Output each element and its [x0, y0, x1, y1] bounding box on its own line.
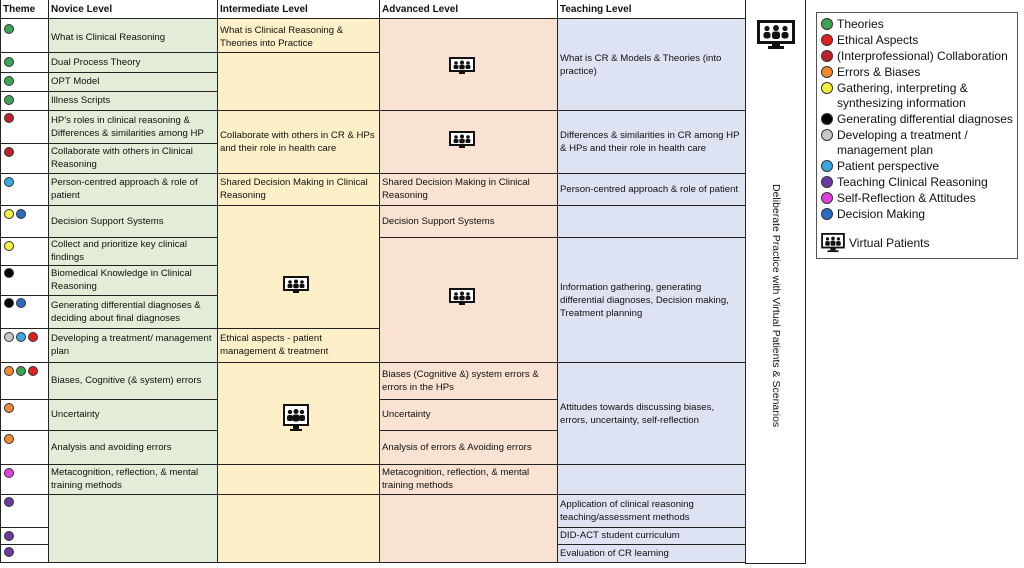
theme-dots: [4, 95, 16, 105]
virtual-patients-icon: [283, 276, 309, 294]
theme-dots: [4, 113, 16, 123]
advanced-cell: Analysis of errors & Avoiding errors: [382, 441, 532, 453]
errors-biases-dot: [4, 434, 14, 444]
theme-dots: [4, 497, 16, 507]
virtual-patients-icon: [283, 404, 309, 432]
novice-cell: Analysis and avoiding errors: [51, 441, 172, 453]
intermediate-cell: Collaborate with others in CR & HPs and their role in health care: [220, 130, 375, 154]
theme-dots: [4, 547, 16, 557]
legend-label: Developing a treatment / management plan: [837, 128, 968, 157]
patient-perspective-dot: [821, 160, 833, 172]
ethical-aspects-dot: [28, 332, 38, 342]
errors-biases-dot: [4, 366, 14, 376]
virtual-patients-icon: [449, 131, 475, 149]
collaboration-dot: [4, 147, 14, 157]
theories-dot: [4, 57, 14, 67]
novice-cell: Collaborate with others in Clinical Reasoning: [51, 146, 193, 170]
theme-dots: [4, 403, 16, 413]
theme-dots: [4, 366, 40, 376]
legend-item: [821, 17, 884, 32]
novice-cell: Generating differential diagnoses & deciding about final diagnoses: [51, 299, 201, 324]
theories-dot: [4, 24, 14, 34]
teaching-cr-dot: [4, 497, 14, 507]
self-reflection-dot: [821, 192, 833, 204]
legend-item: [821, 81, 1013, 111]
legend-label: Gathering, interpreting & synthesizing information: [837, 81, 968, 110]
patient-perspective-dot: [4, 177, 14, 187]
legend-label: Self-Reflection & Attitudes: [837, 191, 976, 205]
virtual-patients-icon: [449, 288, 475, 306]
novice-cell: Metacognition, reflection, & mental training methods: [51, 467, 199, 491]
teaching-cell: What is CR & Models & Theories (into practice): [560, 53, 722, 77]
legend-item: [821, 33, 918, 48]
legend-item: [821, 191, 976, 206]
header-novice: Novice Level: [51, 3, 113, 15]
teaching-cell: DID-ACT student curriculum: [560, 530, 680, 541]
theme-dots: [4, 24, 16, 34]
teaching-cr-dot: [821, 176, 833, 188]
gathering-dot: [4, 209, 14, 219]
advanced-cell: Shared Decision Making in Clinical Reasoning: [382, 177, 530, 201]
theme-dots: [4, 209, 28, 219]
teaching-cell: Evaluation of CR learning: [560, 547, 669, 559]
theme-dots: [4, 268, 16, 278]
patient-perspective-dot: [16, 332, 26, 342]
intermediate-cell: What is Clinical Reasoning & Theories into Practice: [220, 25, 344, 49]
legend-item: [821, 65, 920, 80]
header-advanced: Advanced Level: [382, 3, 459, 15]
teaching-cr-dot: [4, 531, 14, 541]
virtual-patients-icon: [449, 57, 475, 75]
virtual-patients-icon: [757, 20, 795, 50]
novice-cell: Biomedical Knowledge in Clinical Reasoning: [51, 268, 192, 292]
treatment-plan-dot: [821, 129, 833, 141]
intermediate-cell: Shared Decision Making in Clinical Reasoning: [220, 177, 368, 201]
theme-dots: [4, 76, 16, 86]
theme-dots: [4, 434, 16, 444]
legend: [816, 12, 1018, 259]
theories-dot: [4, 95, 14, 105]
teaching-cell: Information gathering, generating differential diagnoses, Decision making, Treatment planning: [560, 281, 729, 319]
legend-item: [821, 128, 1001, 158]
novice-cell: Uncertainty: [51, 409, 100, 420]
differential-diagnoses-dot: [4, 298, 14, 308]
header-intermediate: Intermediate Level: [220, 3, 308, 15]
errors-biases-dot: [4, 403, 14, 413]
ethical-aspects-dot: [28, 366, 38, 376]
teaching-cell: Differences & similarities in CR among HP & HPs and their role in health care: [560, 130, 740, 154]
legend-label: Errors & Biases: [837, 65, 921, 79]
theories-dot: [821, 18, 833, 30]
legend-label: Generating differential diagnoses: [837, 112, 1013, 126]
theme-dots: [4, 468, 16, 478]
novice-cell: Biases, Cognitive (& system) errors: [51, 375, 202, 386]
header-theme: Theme: [3, 3, 36, 15]
gathering-dot: [821, 82, 833, 94]
advanced-cell: Biases (Cognitive &) system errors & errors in the HPs: [382, 368, 539, 393]
novice-cell: Decision Support Systems: [51, 215, 164, 227]
legend-label: Decision Making: [837, 207, 926, 221]
legend-label: Patient perspective: [837, 159, 940, 173]
legend-label: Ethical Aspects: [837, 33, 919, 47]
novice-cell: Collect and prioritize key clinical findings: [51, 239, 187, 263]
teaching-cell: Application of clinical reasoning teaching/assessment methods: [560, 498, 694, 523]
novice-cell: Developing a treatment/ management plan: [51, 333, 212, 357]
legend-item: [821, 207, 925, 222]
decision-making-dot: [821, 208, 833, 220]
legend-label: Theories: [837, 17, 884, 31]
novice-cell: Dual Process Theory: [51, 57, 141, 68]
teaching-cr-dot: [4, 547, 14, 557]
theme-dots: [4, 177, 16, 187]
legend-item: [821, 159, 939, 174]
differential-diagnoses-dot: [4, 268, 14, 278]
collaboration-dot: [821, 50, 833, 62]
decision-making-dot: [16, 298, 26, 308]
gathering-dot: [4, 241, 14, 251]
legend-item: [821, 49, 1008, 64]
novice-cell: HP's roles in clinical reasoning & Differences & similarities among HP: [51, 114, 204, 139]
collaboration-dot: [4, 113, 14, 123]
novice-cell: What is Clinical Reasoning: [51, 31, 166, 43]
teaching-cell: Person-centred approach & role of patient: [560, 183, 739, 195]
ethical-aspects-dot: [821, 34, 833, 46]
intermediate-cell: Ethical aspects - patient management & treatment: [220, 333, 329, 357]
advanced-cell: Decision Support Systems: [382, 215, 495, 227]
advanced-cell: Metacognition, reflection, & mental training methods: [382, 467, 530, 491]
decision-making-dot: [16, 209, 26, 219]
differential-diagnoses-dot: [821, 113, 833, 125]
theme-dots: [4, 332, 40, 342]
novice-cell: OPT Model: [51, 76, 100, 87]
legend-label: (Interprofessional) Collaboration: [837, 49, 1008, 63]
deliberate-practice-label: Deliberate Practice with Virtual Patients & Scenarios: [770, 184, 782, 428]
legend-item: [821, 233, 930, 253]
novice-cell: Person-centred approach & role of patient: [51, 177, 198, 201]
header-teaching: Teaching Level: [560, 3, 632, 15]
legend-item: [821, 175, 988, 190]
theories-dot: [4, 76, 14, 86]
theme-dots: [4, 57, 16, 67]
errors-biases-dot: [821, 66, 833, 78]
legend-label: Teaching Clinical Reasoning: [837, 175, 988, 189]
novice-cell: Illness Scripts: [51, 95, 111, 106]
treatment-plan-dot: [4, 332, 14, 342]
self-reflection-dot: [4, 468, 14, 478]
teaching-cell: Attitudes towards discussing biases, errors, uncertainty, self-reflection: [560, 402, 715, 426]
theme-dots: [4, 531, 16, 541]
theme-dots: [4, 147, 16, 157]
theories-dot: [16, 366, 26, 376]
theme-dots: [4, 241, 16, 251]
legend-item: [821, 112, 1013, 127]
advanced-cell: Uncertainty: [382, 409, 431, 420]
legend-label: Virtual Patients: [849, 235, 930, 250]
virtual-patients-icon: [821, 233, 845, 253]
theme-dots: [4, 298, 28, 308]
